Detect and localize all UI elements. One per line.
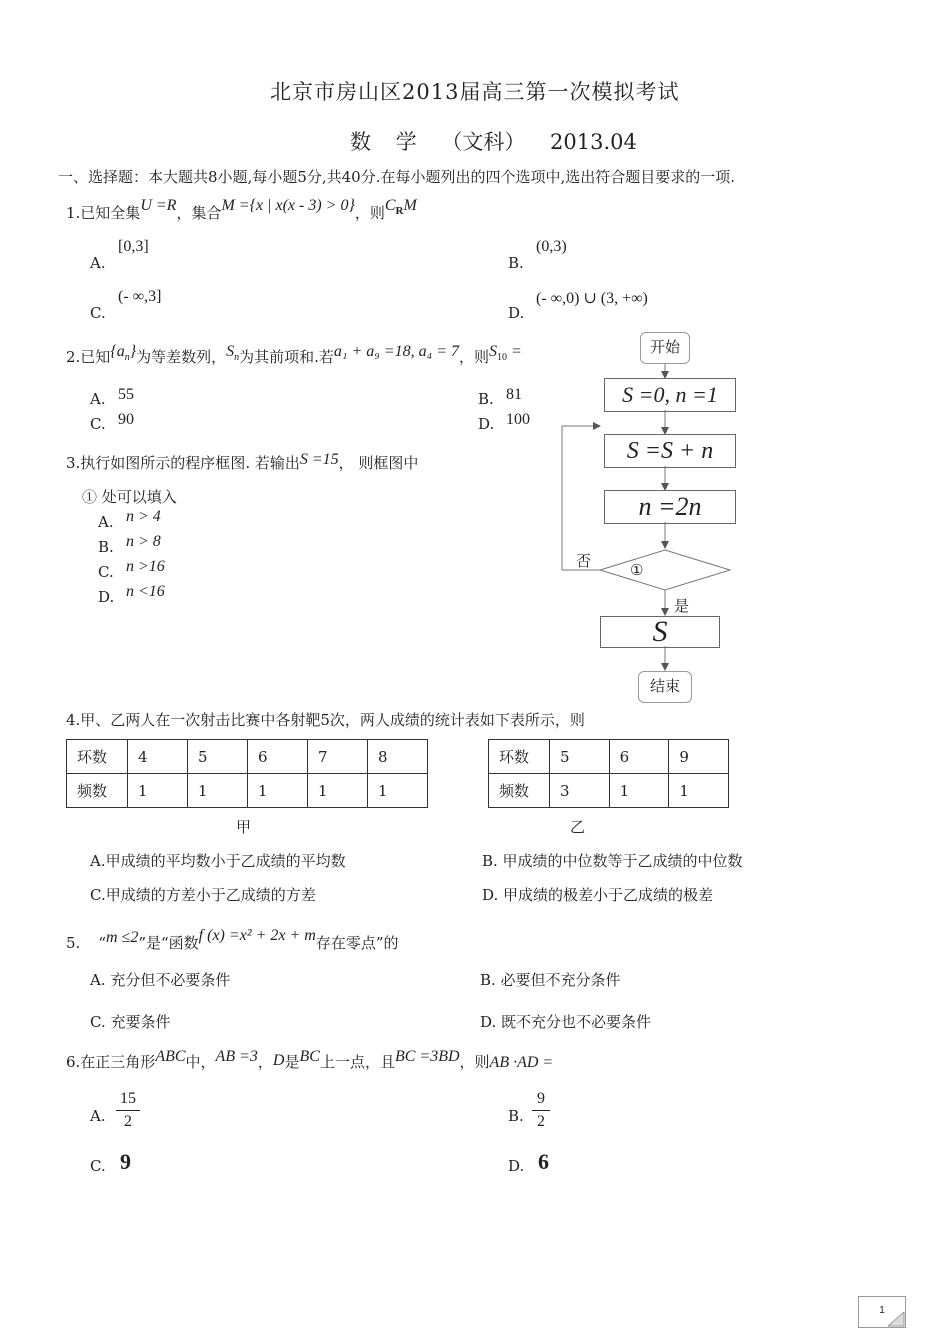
table-row bbox=[489, 774, 729, 808]
q3-option-d-label[interactable]: D. bbox=[98, 588, 115, 606]
table-cell: 1 bbox=[128, 774, 188, 808]
q6-math-bc: BC bbox=[299, 1048, 320, 1065]
q2-option-d-label[interactable]: D. bbox=[478, 415, 495, 433]
q4-option-a[interactable]: A.甲成绩的平均数小于乙成绩的平均数 bbox=[90, 852, 346, 870]
flowchart-end: 结束 bbox=[638, 671, 692, 703]
q2-option-b[interactable]: 81 bbox=[506, 386, 522, 403]
table-cell: 7 bbox=[308, 740, 368, 774]
q6-option-c[interactable]: 9 bbox=[120, 1149, 131, 1174]
exam-subtitle: 数 学 （文科） 2013.04 bbox=[350, 130, 637, 154]
q6-option-b-label[interactable]: B. bbox=[508, 1107, 524, 1125]
q3-option-c[interactable]: n >16 bbox=[126, 558, 165, 575]
q1-option-b-label[interactable]: B. bbox=[508, 254, 524, 272]
q1-math-complement: $C_RM$ bbox=[384, 197, 417, 218]
section-heading: 一、选择题：本大题共8小题,每小题5分,共40分.在每小题列出的四个选项中,选出符合题目要求的一项. bbox=[58, 168, 736, 186]
q1-option-a[interactable]: [0,3] bbox=[118, 238, 149, 255]
flowchart-yes-label: 是 bbox=[674, 597, 690, 615]
table-yi-caption: 乙 bbox=[570, 818, 586, 836]
q1-option-c[interactable]: (- ∞,3] bbox=[118, 288, 162, 305]
table-cell: 1 bbox=[368, 774, 428, 808]
q3-stem: 3.执行如图所示的程序框图. 若输出S =15， 则框图中 bbox=[66, 451, 419, 472]
table-cell: 8 bbox=[368, 740, 428, 774]
flowchart-step-sum: S =S + n bbox=[604, 434, 736, 468]
q6-math-d: D bbox=[272, 1052, 285, 1069]
table-cell: 9 bbox=[669, 740, 729, 774]
q3-stem-cont: ① 处可以填入 bbox=[82, 488, 177, 506]
page-number: 1 bbox=[858, 1296, 906, 1328]
q2-option-c-label[interactable]: C. bbox=[90, 415, 106, 433]
table-cell: 5 bbox=[550, 740, 610, 774]
table-cell: 6 bbox=[248, 740, 308, 774]
fraction-bar bbox=[532, 1110, 550, 1111]
q3-option-d[interactable]: n <16 bbox=[126, 583, 165, 600]
q6-option-b-numerator: 9 bbox=[537, 1090, 545, 1107]
q6-math-dot: AB ·AD = bbox=[489, 1054, 554, 1071]
q1-option-c-label[interactable]: C. bbox=[90, 304, 106, 322]
flowchart-init: S =0, n =1 bbox=[604, 378, 736, 412]
q1-option-d[interactable]: (- ∞,0) ∪ (3, +∞) bbox=[536, 290, 648, 307]
q5-option-b[interactable]: B. 必要但不充分条件 bbox=[480, 971, 621, 989]
flowchart-step-double: n =2n bbox=[604, 490, 736, 524]
q3-option-a-label[interactable]: A. bbox=[98, 513, 114, 531]
q6-stem: 6.在正三角形ABC中，AB =3，D是BC上一点，且BC =3BD，则AB ·AD = bbox=[66, 1048, 554, 1071]
exam-title: 北京市房山区2013届高三第一次模拟考试 bbox=[270, 80, 680, 104]
table-cell: 1 bbox=[669, 774, 729, 808]
q3-option-c-label[interactable]: C. bbox=[98, 563, 114, 581]
table-cell: 6 bbox=[609, 740, 669, 774]
table-cell: 1 bbox=[609, 774, 669, 808]
q1-option-b[interactable]: (0,3) bbox=[536, 238, 567, 255]
q2-math-condition: a₁ + a₉ =18, a₄ = 7 bbox=[333, 343, 459, 360]
q1-option-d-label[interactable]: D. bbox=[508, 304, 525, 322]
table-cell: 环数 bbox=[67, 740, 128, 774]
q1-stem: 1.已知全集U =R，集合M ={x | x(x - 3) > 0}，则$C_RM$ bbox=[66, 197, 417, 222]
q2-option-c[interactable]: 90 bbox=[118, 411, 134, 428]
q6-option-c-label[interactable]: C. bbox=[90, 1157, 106, 1175]
table-cell: 1 bbox=[308, 774, 368, 808]
table-cell: 4 bbox=[128, 740, 188, 774]
table-cell: 1 bbox=[188, 774, 248, 808]
q5-option-d[interactable]: D. 既不充分也不必要条件 bbox=[480, 1013, 652, 1031]
flowchart-no-label: 否 bbox=[576, 552, 592, 570]
table-jia bbox=[66, 739, 428, 808]
table-cell: 频数 bbox=[489, 774, 550, 808]
q1-option-a-label[interactable]: A. bbox=[90, 254, 106, 272]
q5-math-m: m ≤2 bbox=[105, 929, 139, 946]
q2-option-b-label[interactable]: B. bbox=[478, 390, 494, 408]
q6-option-b[interactable] bbox=[532, 1090, 550, 1131]
q5-math-f: f (x) =x² + 2x + m bbox=[198, 927, 316, 944]
q4-stem: 4.甲、乙两人在一次射击比赛中各射靶5次，两人成绩的统计表如下表所示，则 bbox=[66, 711, 585, 729]
q2-math-s10: $S_{10}$ = bbox=[489, 343, 522, 364]
q3-option-b[interactable]: n > 8 bbox=[126, 533, 161, 550]
q2-option-d[interactable]: 100 bbox=[506, 411, 530, 428]
q2-option-a-label[interactable]: A. bbox=[90, 390, 106, 408]
q3-option-a[interactable]: n > 4 bbox=[126, 508, 161, 525]
q6-option-d[interactable]: 6 bbox=[538, 1149, 549, 1174]
q5-option-a[interactable]: A. 充分但不必要条件 bbox=[90, 971, 231, 989]
q6-option-b-denominator: 2 bbox=[537, 1113, 545, 1130]
q4-option-c[interactable]: C.甲成绩的方差小于乙成绩的方差 bbox=[90, 886, 316, 904]
fraction-bar bbox=[116, 1110, 140, 1111]
q1-math-m: M ={x | x(x - 3) > 0} bbox=[221, 197, 355, 214]
q1-math-u: U =R bbox=[140, 197, 177, 214]
flowchart-condition: ① bbox=[630, 561, 644, 579]
q6-option-a-denominator: 2 bbox=[124, 1113, 132, 1130]
q4-option-d[interactable]: D. 甲成绩的极差小于乙成绩的极差 bbox=[482, 886, 714, 904]
flowchart-output: S bbox=[600, 616, 720, 648]
q6-option-a-label[interactable]: A. bbox=[90, 1107, 106, 1125]
flowchart-start: 开始 bbox=[640, 332, 690, 364]
table-cell: 频数 bbox=[67, 774, 128, 808]
q2-option-a[interactable]: 55 bbox=[118, 386, 134, 403]
table-cell: 1 bbox=[248, 774, 308, 808]
table-yi bbox=[488, 739, 729, 808]
table-row bbox=[67, 774, 428, 808]
q6-option-d-label[interactable]: D. bbox=[508, 1157, 525, 1175]
q6-option-a-numerator: 15 bbox=[120, 1090, 136, 1107]
table-cell: 3 bbox=[550, 774, 610, 808]
table-cell: 环数 bbox=[489, 740, 550, 774]
q3-option-b-label[interactable]: B. bbox=[98, 538, 114, 556]
q2-stem: 2.已知$\{a_n\}$为等差数列，$S_n$为其前项和.若a₁ + a₉ =18, a₄ = 7，则$S_{10}$ = bbox=[66, 343, 522, 366]
q5-option-c[interactable]: C. 充要条件 bbox=[90, 1013, 171, 1031]
q6-math-abc: ABC bbox=[155, 1048, 186, 1065]
table-jia-caption: 甲 bbox=[236, 818, 252, 836]
q5-stem: 5. “m ≤2”是“函数f (x) =x² + 2x + m存在零点”的 bbox=[66, 927, 399, 952]
table-row bbox=[67, 740, 428, 774]
q3-math-s: S =15 bbox=[299, 451, 339, 468]
q4-option-b[interactable]: B. 甲成绩的中位数等于乙成绩的中位数 bbox=[482, 852, 743, 870]
q6-math-condition: BC =3BD bbox=[394, 1048, 460, 1065]
q2-math-an: $\{a_n\}$ bbox=[110, 343, 137, 364]
page-curl-icon bbox=[888, 1312, 906, 1328]
q2-math-sn: $S_n$ bbox=[226, 343, 240, 364]
q6-math-ab: AB =3 bbox=[215, 1048, 258, 1065]
q6-option-a[interactable] bbox=[116, 1090, 140, 1131]
table-cell: 5 bbox=[188, 740, 248, 774]
table-row bbox=[489, 740, 729, 774]
